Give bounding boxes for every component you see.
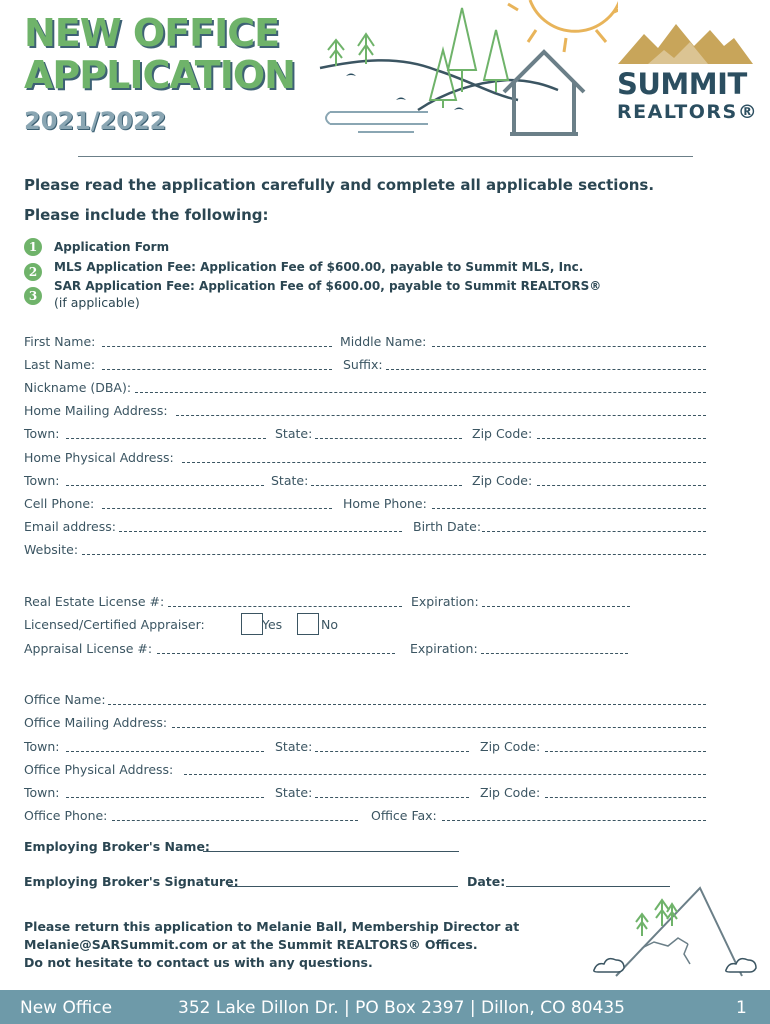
website-field[interactable]	[82, 554, 706, 555]
license-label: Real Estate License #:	[24, 594, 165, 609]
home-mailing-field[interactable]	[176, 415, 706, 416]
logo-text-summit: SUMMIT	[617, 67, 747, 101]
appraisal-expiration-label: Expiration:	[410, 641, 478, 656]
footer-address: 352 Lake Dillon Dr. | PO Box 2397 | Dillon, CO 80435	[178, 998, 625, 1018]
home-phone-label: Home Phone:	[343, 496, 427, 511]
suffix-label: Suffix:	[343, 357, 383, 372]
appraisal-license-field[interactable]	[157, 653, 395, 654]
cell-phone-field[interactable]	[102, 508, 332, 509]
header-divider	[78, 156, 693, 157]
office-zip-label: Zip Code:	[480, 739, 541, 754]
broker-signature-field[interactable]	[228, 886, 458, 887]
office-physical-zip-label: Zip Code:	[480, 785, 541, 800]
intro-line-1: Please read the application carefully and complete all applicable sections.	[24, 176, 655, 194]
home-physical-label: Home Physical Address:	[24, 450, 174, 465]
first-name-field[interactable]	[102, 346, 332, 347]
home-zip-label: Zip Code:	[472, 426, 533, 441]
house-icon	[504, 52, 584, 134]
home-physical-zip-label: Zip Code:	[472, 473, 533, 488]
birth-date-field[interactable]	[482, 531, 706, 532]
home-physical-zip-field[interactable]	[537, 485, 706, 486]
home-mailing-label: Home Mailing Address:	[24, 403, 168, 418]
email-label: Email address:	[24, 519, 116, 534]
appraisal-license-label: Appraisal License #:	[24, 641, 153, 656]
home-phone-field[interactable]	[432, 508, 706, 509]
return-note-line-1: Please return this application to Melanie Ball, Membership Director at	[24, 919, 520, 934]
home-zip-field[interactable]	[537, 438, 706, 439]
office-physical-state-label: State:	[275, 785, 313, 800]
home-state-field[interactable]	[315, 438, 462, 439]
first-name-label: First Name:	[24, 334, 96, 349]
appraiser-yes-label: Yes	[262, 617, 283, 632]
office-state-field[interactable]	[315, 751, 469, 752]
middle-name-field[interactable]	[432, 346, 706, 347]
office-town-label: Town:	[24, 739, 60, 754]
office-phone-field[interactable]	[112, 820, 358, 821]
number-badge-1: 1	[24, 238, 42, 256]
broker-name-field[interactable]	[203, 851, 459, 852]
home-physical-town-field[interactable]	[66, 485, 264, 486]
number-badge-3: 3	[24, 287, 42, 305]
email-field[interactable]	[119, 531, 402, 532]
cell-phone-label: Cell Phone:	[24, 496, 95, 511]
office-mailing-field[interactable]	[172, 727, 706, 728]
license-expiration-label: Expiration:	[411, 594, 479, 609]
appraiser-yes-checkbox[interactable]	[241, 613, 263, 635]
footer-doc-name: New Office	[20, 998, 113, 1018]
requirement-item-2: MLS Application Fee: Application Fee of $600.00, payable to Summit MLS, Inc.	[54, 260, 584, 274]
mountain-illustration-icon	[592, 884, 758, 980]
home-physical-town-label: Town:	[24, 473, 60, 488]
footer-bar	[0, 990, 770, 1024]
landscape-illustration	[318, 0, 618, 140]
last-name-label: Last Name:	[24, 357, 96, 372]
return-note-line-3: Do not hesitate to contact us with any questions.	[24, 955, 373, 970]
requirement-item-3-note: (if applicable)	[54, 295, 140, 310]
year-label: 2021/2022	[24, 107, 167, 135]
office-physical-zip-field[interactable]	[545, 797, 706, 798]
nickname-field[interactable]	[135, 392, 706, 393]
requirement-item-1: Application Form	[54, 240, 170, 254]
appraiser-no-checkbox[interactable]	[297, 613, 319, 635]
logo-text-realtors: REALTORS®	[617, 101, 759, 123]
website-label: Website:	[24, 542, 79, 557]
license-expiration-field[interactable]	[482, 606, 630, 607]
sun-icon	[508, 0, 618, 52]
nickname-label: Nickname (DBA):	[24, 380, 132, 395]
broker-signature-label: Employing Broker's Signature:	[24, 874, 239, 889]
home-town-field[interactable]	[66, 438, 266, 439]
home-physical-state-label: State:	[271, 473, 309, 488]
office-physical-town-label: Town:	[24, 785, 60, 800]
office-town-field[interactable]	[66, 751, 264, 752]
office-name-field[interactable]	[108, 704, 706, 705]
return-note-line-2: Melanie@SARSummit.com or at the Summit REALTORS® Offices.	[24, 937, 478, 952]
middle-name-label: Middle Name:	[340, 334, 427, 349]
broker-name-label: Employing Broker's Name:	[24, 839, 210, 854]
office-fax-label: Office Fax:	[371, 808, 437, 823]
office-physical-state-field[interactable]	[315, 797, 469, 798]
birth-date-label: Birth Date:	[413, 519, 482, 534]
home-physical-state-field[interactable]	[311, 485, 462, 486]
office-mailing-label: Office Mailing Address:	[24, 715, 168, 730]
suffix-field[interactable]	[386, 369, 706, 370]
page-number: 1	[736, 998, 747, 1018]
requirement-item-3: SAR Application Fee: Application Fee of $600.00, payable to Summit REALTORS®	[54, 279, 602, 293]
appraiser-no-label: No	[321, 617, 338, 632]
home-state-label: State:	[275, 426, 313, 441]
intro-line-2: Please include the following:	[24, 206, 269, 224]
signature-date-label: Date:	[467, 874, 506, 889]
office-physical-label: Office Physical Address:	[24, 762, 174, 777]
number-badge-2: 2	[24, 263, 42, 281]
title-line-2: APPLICATION	[24, 53, 295, 97]
title-line-1: NEW OFFICE	[24, 11, 280, 55]
office-physical-field[interactable]	[184, 774, 706, 775]
appraisal-expiration-field[interactable]	[481, 653, 628, 654]
office-physical-town-field[interactable]	[66, 797, 264, 798]
office-phone-label: Office Phone:	[24, 808, 108, 823]
home-town-label: Town:	[24, 426, 60, 441]
home-physical-field[interactable]	[182, 462, 706, 463]
office-name-label: Office Name:	[24, 692, 106, 707]
office-fax-field[interactable]	[442, 820, 706, 821]
last-name-field[interactable]	[102, 369, 332, 370]
appraiser-label: Licensed/Certified Appraiser:	[24, 617, 205, 632]
office-zip-field[interactable]	[545, 751, 706, 752]
license-field[interactable]	[168, 606, 402, 607]
summit-mountain-logo-icon	[618, 20, 753, 66]
office-state-label: State:	[275, 739, 313, 754]
